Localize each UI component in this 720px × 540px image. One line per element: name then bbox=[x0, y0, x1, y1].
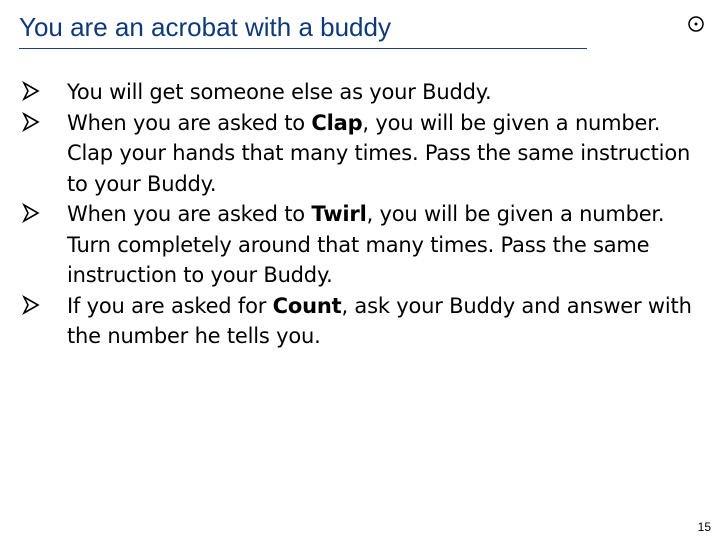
bullet-text-after: , you will be given a number. Turn completely around that many times. Pass the same instruction to your Buddy. bbox=[67, 202, 665, 287]
title-underline bbox=[19, 48, 587, 49]
arrowhead-bullet-icon bbox=[22, 203, 40, 223]
bullet-item bbox=[22, 77, 712, 108]
bullet-text-after: , you will be given a number. Clap your hands that many times. Pass the same instruction to your Buddy. bbox=[67, 110, 691, 196]
bullet-text bbox=[67, 77, 712, 108]
bullet-command: Count bbox=[272, 293, 342, 318]
bullet-text bbox=[67, 108, 712, 200]
bullet-item bbox=[22, 199, 712, 291]
bullet-text-after: , ask your Buddy and answer with the number he tells you. bbox=[67, 293, 692, 348]
arrowhead-bullet-icon bbox=[22, 81, 40, 101]
arrowhead-bullet-icon bbox=[22, 295, 40, 315]
slide-title: You are an acrobat with a buddy bbox=[19, 12, 391, 42]
bullet-text-before: You will get someone else as your Buddy. bbox=[67, 80, 492, 104]
bullet-text-before: When you are asked to bbox=[67, 110, 312, 135]
bullet-text bbox=[67, 199, 712, 291]
bullet-text-before: If you are asked for bbox=[67, 293, 273, 318]
bullet-command: Twirl bbox=[311, 202, 367, 226]
arrowhead-bullet-icon bbox=[22, 112, 40, 132]
bullet-list bbox=[22, 77, 712, 352]
page-number: 15 bbox=[697, 520, 711, 534]
bullet-command: Clap bbox=[311, 110, 363, 135]
bullet-text-before: When you are asked to bbox=[67, 202, 312, 226]
bullet-item bbox=[22, 291, 712, 352]
bullet-text bbox=[67, 291, 712, 352]
bullet-item bbox=[22, 108, 712, 200]
circle-dot-icon bbox=[686, 14, 706, 34]
